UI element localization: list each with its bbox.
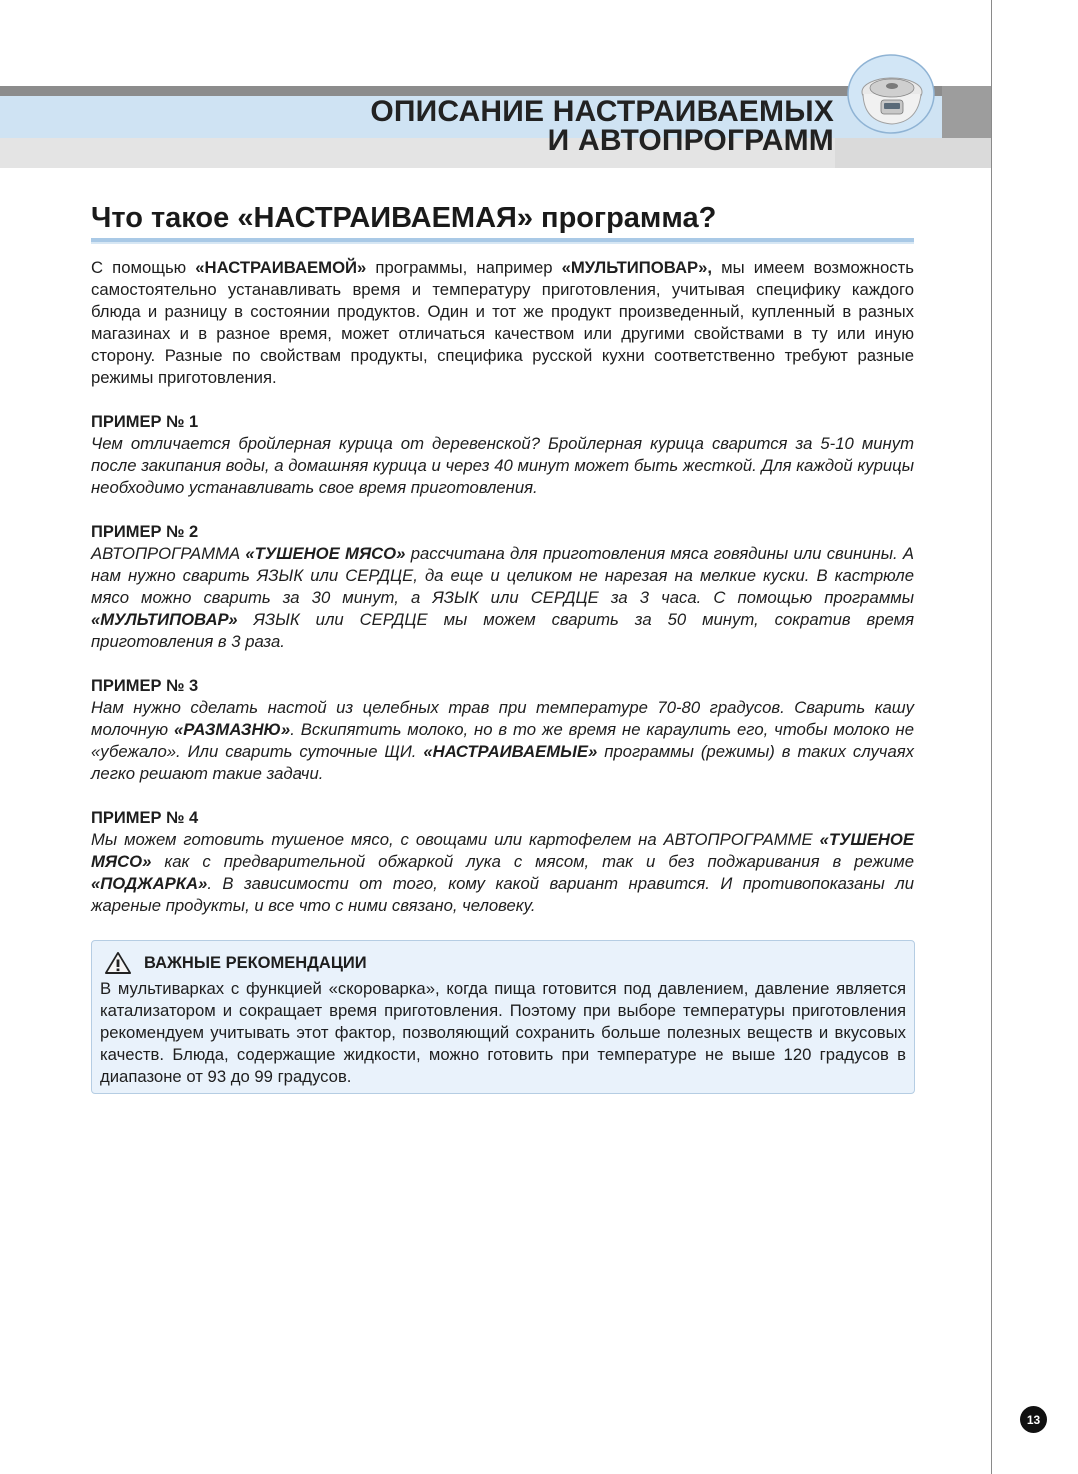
important-text: В мультиварках с функцией «скороварка», когда пища готовится под давлением, давление является катализатором и сокращает время приготовления. Поэтому при выборе температуры приготовления рекомендуем учитывать этот фактор, позволяющий сохранить больше полезных веществ и вкусовых качеств. Блюда, содержащие жидкости, можно готовить при температуре не выше 120 градусов в диапазоне от 93 до 99 градусов.: [100, 979, 906, 1086]
example-4: [91, 807, 914, 917]
page-number: 13: [1020, 1406, 1047, 1433]
example-bold-1: «ТУШЕНОЕ МЯСО»: [245, 544, 406, 563]
example-text: Чем отличается бройлерная курица от деревенской? Бройлерная курица сварится за 5-10 минут после закипания воды, а домашняя курица и через 40 минут может быть жесткой. Для каждой курицы необходимо устанавливать свое время приготовления.: [91, 434, 914, 497]
example-title: ПРИМЕР № 3: [91, 677, 199, 695]
example-title: ПРИМЕР № 2: [91, 523, 199, 541]
example-text-1: Мы можем готовить тушеное мясо, с овощами или картофелем на АВТОПРОГРАММЕ: [91, 830, 820, 849]
example-text-3: ЯЗЫК или СЕРДЦЕ мы можем сварить за 50 минут, сократив время приготовления в 3 раза.: [91, 610, 914, 651]
example-2: [91, 521, 914, 653]
example-text-2: . Вскипятить молоко, но в то же время не караулить его, чтобы молоко не «убежало». Или сварить суточные ЩИ.: [91, 720, 914, 761]
header-bar-right-block: [942, 86, 992, 138]
example-text: [91, 829, 914, 917]
intro-bold-2: «МУЛЬТИПОВАР»,: [561, 258, 713, 277]
intro-paragraph: [91, 257, 914, 389]
page-edge-line: [991, 0, 992, 1474]
intro-text-1: С помощью: [91, 258, 196, 277]
example-text: [91, 543, 914, 653]
example-bold-1: «РАЗМАЗНЮ»: [173, 720, 291, 739]
example-title: ПРИМЕР № 4: [91, 809, 199, 827]
header-title: [370, 97, 834, 155]
important-title: ВАЖНЫЕ РЕКОМЕНДАЦИИ: [144, 954, 367, 972]
example-text: [91, 697, 914, 785]
example-1: [91, 411, 914, 499]
example-text-1: АВТОПРОГРАММА: [91, 544, 246, 563]
multicooker-icon: [846, 52, 936, 134]
important-box: [91, 940, 915, 1094]
example-bold-2: «МУЛЬТИПОВАР»: [91, 610, 238, 629]
example-bold-2: «НАСТРАИВАЕМЫЕ»: [423, 742, 598, 761]
header-title-line2: И АВТОПРОГРАММ: [547, 124, 834, 157]
intro-bold-1: «НАСТРАИВАЕМОЙ»: [195, 258, 367, 277]
example-text-3: программы (режимы) в таких случаях легко решают такие задачи.: [91, 742, 914, 783]
example-text-2: рассчитана для приготовления мяса говядины или свинины. А нам нужно сварить ЯЗЫК или СЕРДЦЕ, да еще и целиком не нарезая на мелкие куски. В кастрюле мясо можно сварить за 30 минут, а ЯЗЫК или СЕРДЦЕ за 3 часа. С помощью программы: [91, 544, 915, 607]
important-header: [104, 951, 906, 975]
example-text-3: . В зависимости от того, кому какой вариант нравится. И противопоказаны ли жареные продукты, и все что с ними связано, человеку.: [91, 874, 914, 915]
example-bold-2: «ПОДЖАРКА»: [91, 874, 208, 893]
section-title-rule: [91, 238, 914, 244]
example-title: ПРИМЕР № 1: [91, 413, 199, 431]
example-text-2: как с предварительной обжаркой лука с мясом, так и без поджаривания в режиме: [151, 852, 914, 871]
example-bold-1: «ТУШЕНОЕ МЯСО»: [91, 830, 914, 871]
header-title-line1: ОПИСАНИЕ НАСТРАИВАЕМЫХ: [370, 95, 834, 128]
example-text-1: Нам нужно сделать настой из целебных трав при температуре 70-80 градусов. Сварить кашу молочную: [91, 698, 914, 739]
intro-text-2: программы, например: [366, 258, 562, 277]
intro-text-3: мы имеем возможность самостоятельно устанавливать время и температуру приготовления, учитывая специфику каждого блюда и разницу в состоянии продуктов. Один и тот же продукт произведенный, купленный в разных магазинах и в разное время, может отличаться качеством или другими свойствами в ту или иную сторону. Разные по свойствам продукты, специфика русской кухни соответственно требуют разные режимы приготовления.: [91, 258, 914, 387]
warning-icon: [104, 951, 132, 975]
main-content: [91, 198, 914, 917]
example-3: [91, 675, 914, 785]
section-title: Что такое «НАСТРАИВАЕМАЯ» программа?: [91, 202, 717, 234]
